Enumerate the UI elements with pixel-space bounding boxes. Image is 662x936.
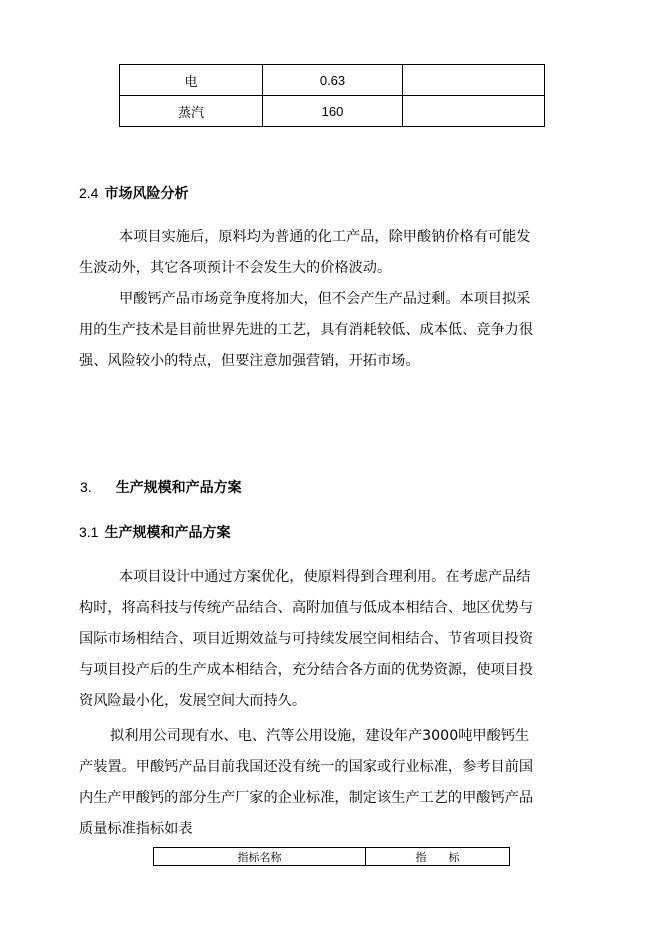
table-cell-name: 电 xyxy=(120,65,263,96)
paragraph-line: 质量标准指标如表 xyxy=(79,821,193,837)
table-cell-value: 0.63 xyxy=(263,65,403,96)
section-heading-2-4 xyxy=(79,183,188,203)
section-title: 生产规模和产品方案 xyxy=(115,480,242,496)
paragraph-line: 强、风险较小的特点，但要注意加强营销，开拓市场。 xyxy=(79,353,420,369)
paragraph-line: 拟利用公司现有水、电、汽等公用设施，建设年产3000吨甲酸钙生 xyxy=(110,728,530,744)
table-header-cell: 指 标 xyxy=(366,848,510,866)
paragraph-line: 资风险最小化，发展空间大而持久。 xyxy=(79,693,307,709)
section-number: 3. xyxy=(80,479,92,495)
section-title: 生产规模和产品方案 xyxy=(104,525,231,541)
paragraph-line: 内生产甲酸钙的部分生产厂家的企业标准，制定该生产工艺的甲酸钙产品 xyxy=(79,790,534,806)
paragraph-line: 构时，将高科技与传统产品结合、高附加值与低成本相结合、地区优势与 xyxy=(79,600,534,616)
paragraph-line: 产装置。甲酸钙产品目前我国还没有统一的国家或行业标准，参考目前国 xyxy=(79,759,534,775)
table-cell-value: 160 xyxy=(263,96,403,127)
table-cell-name: 蒸汽 xyxy=(120,96,263,127)
paragraph-line: 本项目设计中通过方案优化，使原料得到合理利用。在考虑产品结 xyxy=(119,569,531,585)
table-header-cell: 指标名称 xyxy=(154,848,366,866)
paragraph-line: 用的生产技术是目前世界先进的工艺，具有消耗较低、成本低、竞争力很 xyxy=(79,322,534,338)
quality-standard-table xyxy=(153,847,510,866)
utility-consumption-table xyxy=(119,64,545,127)
paragraph-line: 甲酸钙产品市场竞争度将加大，但不会产生产品过剩。本项目拟采 xyxy=(119,291,531,307)
table-row xyxy=(120,96,545,127)
paragraph-line: 国际市场相结合、项目近期效益与可持续发展空间相结合、节省项目投资 xyxy=(79,631,534,647)
table-cell-note xyxy=(403,96,545,127)
section-number: 3.1 xyxy=(79,524,99,540)
paragraph-line: 生波动外，其它各项预计不会发生大的价格波动。 xyxy=(79,260,392,276)
table-cell-note xyxy=(403,65,545,96)
section-title: 市场风险分析 xyxy=(104,186,189,202)
paragraph-line: 本项目实施后，原料均为普通的化工产品，除甲酸钠价格有可能发 xyxy=(119,229,531,245)
section-number: 2.4 xyxy=(79,185,99,201)
table-header-row xyxy=(154,848,510,866)
table-row xyxy=(120,65,545,96)
section-heading-3-1 xyxy=(79,522,230,542)
section-heading-3 xyxy=(80,477,242,497)
paragraph-line: 与项目投产后的生产成本相结合，充分结合各方面的优势资源，使项目投 xyxy=(79,662,534,678)
